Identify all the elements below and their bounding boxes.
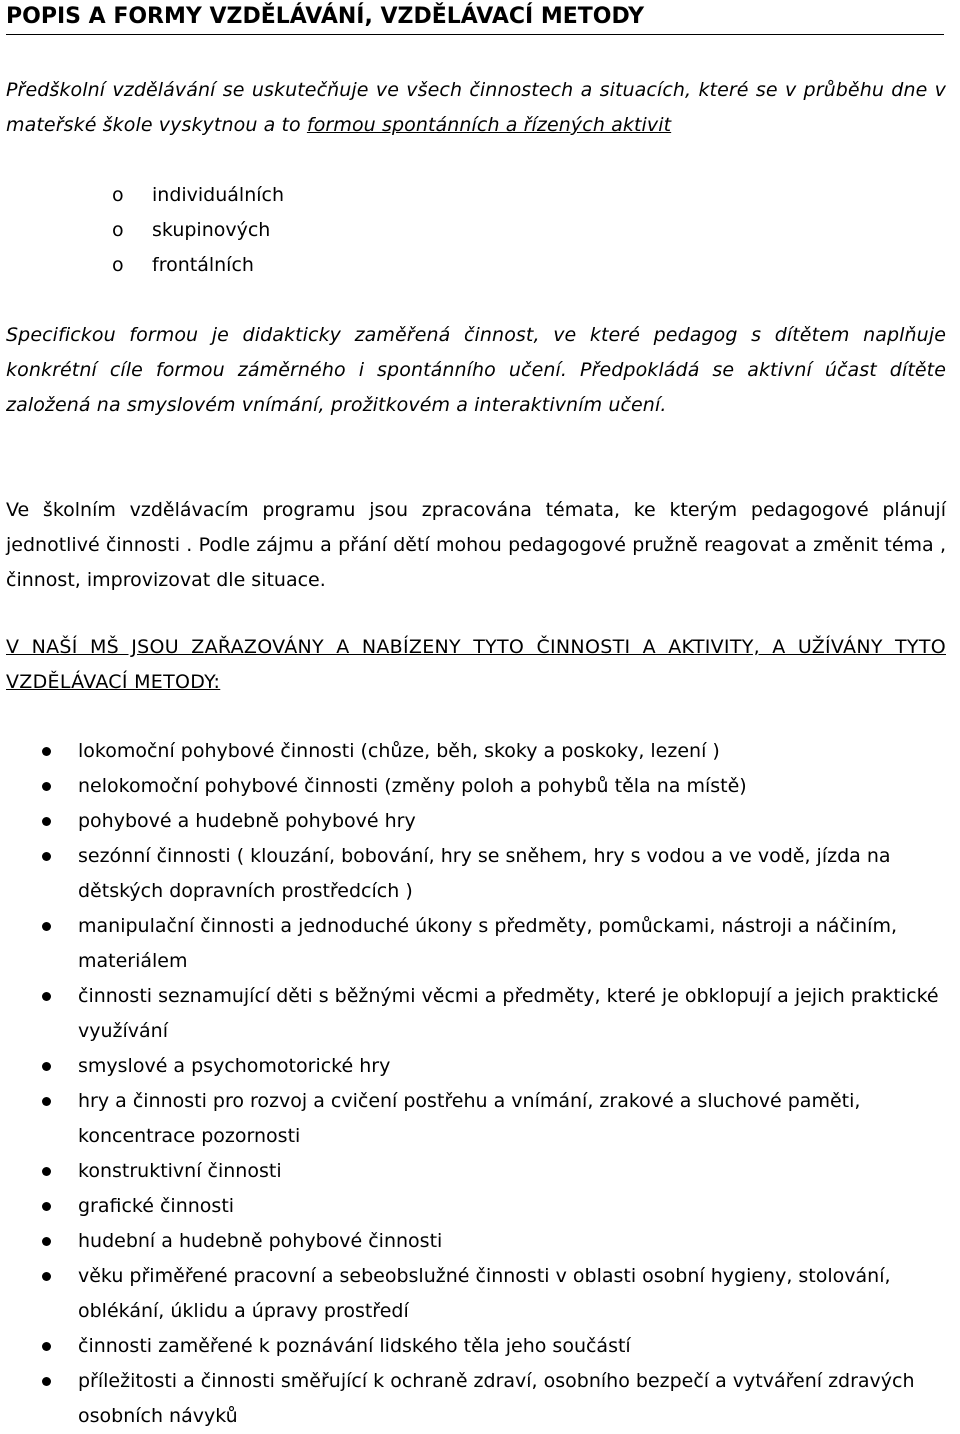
bullet-icon: [42, 1377, 51, 1386]
svp-paragraph: Ve školním vzdělávacím programu jsou zpracována témata, ke kterým pedagogové plánují jednotlivé činnosti . Podle zájmu a přání dětí mohou pedagogové pružně reagovat a změnit téma , činnost, improvizovat dle situace.: [6, 499, 946, 591]
intro-text: Předškolní vzdělávání se uskutečňuje ve všech činnostech a situacích, které se v průběhu dne v mateřské škole vyskytnou a to: [6, 79, 946, 136]
bullet-icon: [42, 747, 51, 756]
bullet-icon: [42, 1272, 51, 1281]
list-marker: o: [112, 184, 124, 206]
list-item: [0, 804, 946, 839]
bullet-icon: [42, 922, 51, 931]
list-item: [112, 248, 284, 283]
bullet-icon: [42, 1097, 51, 1106]
list-item: [0, 1364, 946, 1434]
list-item-text: pohybové a hudebně pohybové hry: [78, 810, 416, 832]
list-item: [0, 769, 946, 804]
list-item: [0, 1259, 946, 1329]
bullet-icon: [42, 992, 51, 1001]
list-item-text: příležitosti a činnosti směřující k ochraně zdraví, osobního bezpečí a vytváření zdravých osobních návyků: [78, 1370, 915, 1427]
bullet-icon: [42, 852, 51, 861]
intro-underlined-text: formou spontánních a řízených aktivit: [306, 114, 672, 136]
list-item-text: konstruktivní činnosti: [78, 1160, 282, 1182]
list-item: [112, 178, 284, 213]
list-item-text: věku přiměřené pracovní a sebeobslužné činnosti v oblasti osobní hygieny, stolování, oblékání, úklidu a úpravy prostředí: [78, 1265, 891, 1322]
list-item: [0, 1189, 946, 1224]
specific-form-paragraph: Specifickou formou je didakticky zaměřená činnost, ve které pedagog s dítětem naplňuje konkrétní cíle formou záměrného i spontánního učení. Předpokládá se aktivní účast dítěte založená na smyslovém vnímání, prožitkovém a interaktivním učení.: [6, 324, 946, 416]
list-item-text: hudební a hudebně pohybové činnosti: [78, 1230, 443, 1252]
list-item: [0, 1329, 946, 1364]
activities-heading: [6, 630, 946, 700]
list-item-text: činnosti seznamující děti s běžnými věcmi a předměty, které je obklopují a jejich praktické využívání: [78, 985, 939, 1042]
list-item-text: nelokomoční pohybové činnosti (změny poloh a pohybů těla na místě): [78, 775, 747, 797]
list-marker: o: [112, 254, 124, 276]
list-item-text: manipulační činnosti a jednoduché úkony s předměty, pomůckami, nástroji a náčiním, materiálem: [78, 915, 898, 972]
bullet-icon: [42, 782, 51, 791]
bullet-icon: [42, 1167, 51, 1176]
bullet-icon: [42, 1062, 51, 1071]
bullet-icon: [42, 1237, 51, 1246]
page-title: POPIS A FORMY VZDĚLÁVÁNÍ, VZDĚLÁVACÍ METODY: [6, 2, 944, 35]
list-item-text: sezónní činnosti ( klouzání, bobování, hry se sněhem, hry s vodou a ve vodě, jízda na dětských dopravních prostředcích ): [78, 845, 891, 902]
list-item: [0, 979, 946, 1049]
list-item: [0, 1084, 946, 1154]
intro-paragraph: [6, 73, 946, 143]
bullet-icon: [42, 1342, 51, 1351]
list-item: [0, 1049, 946, 1084]
list-item: [0, 909, 946, 979]
list-item: [0, 1154, 946, 1189]
bullet-icon: [42, 817, 51, 826]
list-item-text: činnosti zaměřené k poznávání lidského těla jeho součástí: [78, 1335, 631, 1357]
list-marker: o: [112, 219, 124, 241]
activities-list: [0, 734, 946, 1434]
list-item-label: individuálních: [152, 184, 285, 206]
list-item-text: hry a činnosti pro rozvoj a cvičení postřehu a vnímání, zrakové a sluchové paměti, koncentrace pozornosti: [78, 1090, 861, 1147]
activity-forms-list: [112, 178, 284, 283]
list-item-label: skupinových: [152, 219, 271, 241]
list-item-text: lokomoční pohybové činnosti (chůze, běh, skoky a poskoky, lezení ): [78, 740, 720, 762]
list-item: [0, 734, 946, 769]
list-item: [112, 213, 284, 248]
list-item: [0, 1224, 946, 1259]
list-item-text: grafické činnosti: [78, 1195, 235, 1217]
list-item-text: smyslové a psychomotorické hry: [78, 1055, 391, 1077]
bullet-icon: [42, 1202, 51, 1211]
list-item: [0, 839, 946, 909]
list-item-label: frontálních: [152, 254, 254, 276]
activities-heading-text: V NAŠÍ MŠ JSOU ZAŘAZOVÁNY A NABÍZENY TYTO ČINNOSTI A AKTIVITY, A UŽÍVÁNY TYTO VZDĚLÁVACÍ METODY:: [6, 636, 946, 693]
